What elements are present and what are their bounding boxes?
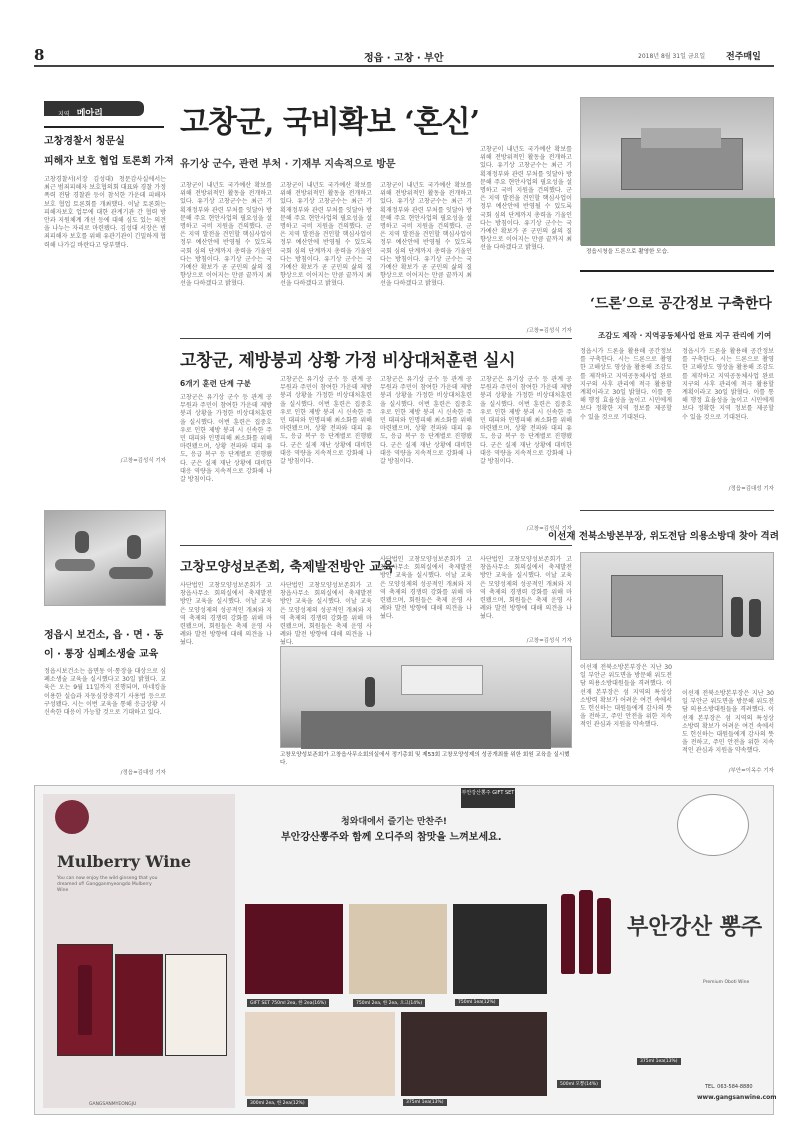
city-hall-aerial-photo	[580, 97, 774, 245]
ad-gift-set-tag2	[353, 999, 425, 1007]
drill-body-col4: 고창군은 유기상 군수 등 관계 공무원과 주민이 참여한 가운데 제방붕괴 상황을 가정한 비상대처훈련을 실시했다. 이번 훈련은 집중호우로 인한 제방 붕괴 시 신속한 주민 대피와 인명피해 최소화를 위해 마련됐으며, 상황 전파와 대피 유도, 응급 복구 등 단계별로 진행됐다. 군은 실제 재난 상황에 대비한 대응 역량을 지속적으로 강화해 나갈 방침이다.	[480, 376, 572, 466]
fire-headline: 이선재 전북소방본부장, 위도전담 의용소방대 찾아 격려	[548, 531, 779, 542]
ad-product-2	[349, 904, 447, 994]
festival-meeting-photo	[280, 646, 572, 748]
ad-tagline: You can now enjoy the wild ginseng that you dreamed of! Gangganmyeongdo Mulberry Wine	[57, 876, 158, 893]
drill-body-col1: 고창군은 유기상 군수 등 관계 공무원과 주민이 참여한 가운데 제방붕괴 상황을 가정한 비상대처훈련을 실시했다. 이번 훈련은 집중호우로 인한 제방 붕괴 시 신속한 주민 대피와 인명피해 최소화를 위해 마련됐으며, 상황 전파와 대피 유도, 응급 복구 등 단계별로 진행됐다. 군은 실제 재난 상황에 대비한 대응 역량을 지속적으로 강화해 나갈 방침이다.	[180, 394, 272, 484]
section-title: 정읍 · 고창 · 부안	[364, 53, 444, 64]
fire-top-rule	[580, 510, 774, 511]
ad-set-detail: 300ml 2ea, 한 2ea(12%)	[250, 1101, 305, 1106]
page-number: 8	[34, 46, 45, 64]
ad-set-detail: 750ml 1ea(12%)	[458, 1000, 496, 1005]
ad-banner: 청와대에서 즐기는 만찬주!	[341, 817, 448, 827]
ad-left-gift-box3	[165, 954, 227, 1056]
drone-subheadline: 조감도 제작 · 지역공동체사업 완료 지구 관리에 기여	[598, 331, 772, 340]
drill-byline: /고창=김성식 기자	[526, 526, 572, 532]
drone-headline: ‘드론’으로 공간정보 구축한다	[590, 296, 772, 312]
ad-logo-script: 부안강산 뽕주	[627, 914, 763, 940]
ad-left-panel	[43, 794, 235, 1108]
fire-body-col2: 이선재 전북소방본부장은 지난 30일 부안군 위도면을 방문해 위도전담 의용소방대원들을 격려했다. 이선재 본부장은 섬 지역의 특성상 소방력 확보가 어려운 여건 속에서도 헌신하는 대원들에게 감사의 뜻을 전하고, 주민 안전을 위한 지속적인 관심과 지원을 약속했다.	[682, 690, 774, 755]
sidebar-article1-subtitle: 피해자 보호 협업 토론회 가져	[44, 156, 174, 167]
ad-right-panel	[557, 794, 777, 1108]
ad-gift-set-label: GIFT SET	[250, 1001, 270, 1006]
sidebar-article1-body: 고창경찰서(서장 김성대) 청문감사실에서는 최근 범죄피해자 보호협의회 대표와 경찰 가정폭력 전담 경찰관 등이 참석한 가운데 피해자 보호 협업 토론회를 개최했다. 이날 토론회는 피해자보호 업무에 대한 관계기관 간 협력 방안과 지원체계 개선 등에 대해 심도 있는 의견을 나누는 자리로 마련됐다. 김성대 서장은 범죄피해자 보호를 위해 유관기관이 긴밀하게 협력해 나가길 바란다고 당부했다.	[44, 176, 166, 249]
festival-body-col4: 사단법인 고창모양성보존회가 고창읍사무소 회의실에서 축제발전방안 교육을 실시했다. 이날 교육은 모양성제의 성공적인 개최와 지역 축제의 경쟁력 강화를 위해 마련됐으며, 회원들은 축제 운영 사례와 발전 방향에 대해 의견을 나눴다.	[480, 556, 572, 621]
main-body-col4: 고창군이 내년도 국가예산 확보를 위해 전방위적인 활동을 전개하고 있다. 유기상 고창군수는 최근 기획재정부와 관련 부처를 잇달아 방문해 주요 현안사업의 필요성을 설명하고 국비 지원을 건의했다. 군은 지역 발전을 견인할 핵심사업이 정부 예산안에 반영될 수 있도록 국회 심의 단계까지 총력을 기울인다는 방침이다. 유기상 군수는 국가예산 확보가 곧 군민의 삶의 질 향상으로 이어지는 만큼 끝까지 최선을 다하겠다고 밝혔다.	[480, 146, 572, 252]
main-body-col1: 고창군이 내년도 국가예산 확보를 위해 전방위적인 활동을 전개하고 있다. 유기상 고창군수는 최근 기획재정부와 관련 부처를 잇달아 방문해 주요 현안사업의 필요성을 설명하고 국비 지원을 건의했다. 군은 지역 발전을 견인할 핵심사업이 정부 예산안에 반영될 수 있도록 국회 심의 단계까지 총력을 기울인다는 방침이다. 유기상 군수는 국가예산 확보가 곧 군민의 삶의 질 향상으로 이어지는 만큼 끝까지 최선을 다하겠다고 밝혔다.	[180, 182, 272, 288]
ad-mascot	[677, 794, 749, 856]
aerial-photo-caption: 정읍시청을 드론으로 촬영한 모습.	[586, 249, 669, 255]
sidebar-article2-subtitle: 이 · 통장 심폐소생술 교육	[44, 649, 159, 660]
fire-body-col1: 이선재 전북소방본부장은 지난 30일 부안군 위도면을 방문해 위도전담 의용소방대원들을 격려했다. 이선재 본부장은 섬 지역의 특성상 소방력 확보가 어려운 여건 속에서도 헌신하는 대원들에게 감사의 뜻을 전하고, 주민 안전을 위한 지속적인 관심과 지원을 약속했다.	[580, 664, 672, 729]
ad-premium-label: Premium Oboti Wine	[703, 980, 750, 985]
mulberry-wine-ad	[34, 785, 777, 1115]
ad-set-detail: 500ml 모뽕(14%)	[560, 1082, 598, 1087]
ad-company: GANGSANMYEONGJU	[89, 1102, 137, 1107]
fire-brigade-photo	[580, 552, 774, 660]
fire-byline: /부안=이옥수 기자	[728, 768, 774, 774]
ad-product-4	[245, 1012, 395, 1096]
sidebar-article1-byline: /고창=김성식 기자	[120, 458, 166, 464]
drone-byline: /정읍=김대성 기자	[728, 486, 774, 492]
festival-headline: 고창모양성보존회, 축제발전방안 교육	[180, 560, 395, 575]
page-header	[34, 46, 774, 64]
sidebar-article2-body: 정읍시보건소는 읍면동 이·통장을 대상으로 심폐소생술 교육을 실시했다고 30일 밝혔다. 교육은 오는 9월 11일까지 진행되며, 마네킹을 이용한 실습과 자동심장충격기 사용법 등으로 구성됐다. 시는 이번 교육을 통해 응급상황 시 신속한 대응이 가능할 것으로 기대하고 있다.	[44, 668, 166, 717]
festival-photo-caption: 고창모양성보존회가 고창읍사무소회의실에서 정기총회 및 제53회 고창모양성제의 성공개최를 위한 회원 교육을 실시했다.	[280, 752, 570, 766]
ad-product-3	[453, 904, 547, 994]
ad-bottle-3	[597, 898, 611, 974]
ad-gift-set-tag1	[247, 999, 329, 1007]
header-divider	[34, 65, 774, 67]
main-subheadline: 유기상 군수, 관련 부처 · 기재부 지속적으로 방문	[180, 159, 396, 170]
sidebar-article1-title: 고창경찰서 청문실	[44, 136, 125, 147]
drone-body-col1: 정읍시가 드론을 활용해 공간정보를 구축한다. 시는 드론으로 촬영한 고해상도 영상을 활용해 조감도를 제작하고 지역공동체사업 완료 지구의 사후 관리에 적극 활용할 계획이라고 30일 밝혔다. 이를 통해 행정 효율성을 높이고 시민에게 보다 정확한 지역 정보를 제공할 수 있을 것으로 기대된다.	[580, 348, 672, 421]
drone-title-rule	[580, 270, 774, 272]
ad-product-1	[245, 904, 343, 994]
ad-website: www.gangsanwine.com	[697, 1094, 777, 1101]
ad-set-detail: 375ml 1ea(13%)	[406, 1100, 444, 1105]
festival-top-rule	[180, 545, 572, 546]
ad-bottle-2	[579, 890, 593, 974]
main-headline: 고창군, 국비확보 ‘혼신’	[180, 105, 480, 140]
drill-body-col3: 고창군은 유기상 군수 등 관계 공무원과 주민이 참여한 가운데 제방붕괴 상황을 가정한 비상대처훈련을 실시했다. 이번 훈련은 집중호우로 인한 제방 붕괴 시 신속한 주민 대피와 인명피해 최소화를 위해 마련됐으며, 상황 전파와 대피 유도, 응급 복구 등 단계별로 진행됐다. 군은 실제 재난 상황에 대비한 대응 역량을 지속적으로 강화해 나갈 방침이다.	[380, 376, 472, 466]
drill-headline: 고창군, 제방붕괴 상황 가정 비상대처훈련 실시	[180, 351, 516, 371]
ad-gift-set-tag7	[637, 1058, 681, 1065]
ad-bottle-1	[561, 894, 575, 974]
ad-gift-set-tag4	[247, 1099, 308, 1107]
drill-body-col2: 고창군은 유기상 군수 등 관계 공무원과 주민이 참여한 가운데 제방붕괴 상황을 가정한 비상대처훈련을 실시했다. 이번 훈련은 집중호우로 인한 제방 붕괴 시 신속한 주민 대피와 인명피해 최소화를 위해 마련됐으며, 상황 전파와 대피 유도, 응급 복구 등 단계별로 진행됐다. 군은 실제 재난 상황에 대비한 대응 역량을 지속적으로 강화해 나갈 방침이다.	[280, 376, 372, 466]
ad-left-gift-box1	[57, 944, 113, 1056]
column-badge	[44, 101, 144, 119]
column-badge-prefix: 지역	[58, 111, 70, 118]
ad-gift-set-tag6	[557, 1080, 601, 1088]
main-body-col2: 고창군이 내년도 국가예산 확보를 위해 전방위적인 활동을 전개하고 있다. 유기상 고창군수는 최근 기획재정부와 관련 부처를 잇달아 방문해 주요 현안사업의 필요성을 설명하고 국비 지원을 건의했다. 군은 지역 발전을 견인할 핵심사업이 정부 예산안에 반영될 수 있도록 국회 심의 단계까지 총력을 기울인다는 방침이다. 유기상 군수는 국가예산 확보가 곧 군민의 삶의 질 향상으로 이어지는 만큼 끝까지 최선을 다하겠다고 밝혔다.	[280, 182, 372, 288]
main-body-col3: 고창군이 내년도 국가예산 확보를 위해 전방위적인 활동을 전개하고 있다. 유기상 고창군수는 최근 기획재정부와 관련 부처를 잇달아 방문해 주요 현안사업의 필요성을 설명하고 국비 지원을 건의했다. 군은 지역 발전을 견인할 핵심사업이 정부 예산안에 반영될 수 있도록 국회 심의 단계까지 총력을 기울인다는 방침이다. 유기상 군수는 국가예산 확보가 곧 군민의 삶의 질 향상으로 이어지는 만큼 끝까지 최선을 다하겠다고 밝혔다.	[380, 182, 472, 288]
sidebar-article2-title: 정읍시 보건소, 읍 · 면 · 동	[44, 630, 164, 641]
ad-set-detail: 750ml 2ea, 한 2ea, 오크(14%)	[356, 1001, 423, 1006]
ad-set-detail: 750ml 2ea, 한 2ea(16%)	[271, 1001, 326, 1006]
ad-gift-set-tag3	[455, 999, 499, 1006]
column-badge-title: 메아리	[76, 109, 103, 119]
main-byline: /고창=김성식 기자	[526, 328, 572, 334]
festival-body-col1: 사단법인 고창모양성보존회가 고창읍사무소 회의실에서 축제발전방안 교육을 실시했다. 이날 교육은 모양성제의 성공적인 개최와 지역 축제의 경쟁력 강화를 위해 마련됐으며, 회원들은 축제 운영 사례와 발전 방향에 대해 의견을 나눴다.	[180, 582, 272, 647]
issue-date: 2018년 8월 31일 금요일	[638, 53, 706, 60]
sidebar-title-rule	[44, 126, 164, 128]
sidebar-article2-byline: /정읍=김대성 기자	[120, 770, 166, 776]
ad-tel: TEL. 063-584-8880	[705, 1084, 753, 1090]
drone-body-col2: 정읍시가 드론을 활용해 공간정보를 구축한다. 시는 드론으로 촬영한 고해상도 영상을 활용해 조감도를 제작하고 지역공동체사업 완료 지구의 사후 관리에 적극 활용할 계획이라고 30일 밝혔다. 이를 통해 행정 효율성을 높이고 시민에게 보다 정확한 지역 정보를 제공할 수 있을 것으로 기대된다.	[682, 348, 774, 421]
drill-top-rule	[180, 338, 572, 339]
festival-byline: /고창=김성식 기자	[526, 638, 572, 644]
ad-gift-badge-text: 부안강산뽕주 GIFT SET	[461, 790, 515, 796]
ad-headline: 부안강산뽕주와 함께 오디주의 참맛을 느껴보세요.	[281, 832, 502, 843]
drill-subheadline: 6개기 훈련 단계 구분	[180, 379, 252, 388]
cpr-training-photo	[44, 510, 166, 606]
paper-name: 전주매일	[726, 52, 761, 62]
festival-body-col3: 사단법인 고창모양성보존회가 고창읍사무소 회의실에서 축제발전방안 교육을 실시했다. 이날 교육은 모양성제의 성공적인 개최와 지역 축제의 경쟁력 강화를 위해 마련됐으며, 회원들은 축제 운영 사례와 발전 방향에 대해 의견을 나눴다.	[380, 556, 472, 621]
ad-gift-set-tag5	[403, 1099, 447, 1106]
ad-gift-badge	[461, 788, 515, 808]
ad-brand-title: Mulberry Wine	[57, 852, 192, 871]
ad-brand-logo	[55, 800, 89, 834]
festival-body-col2: 사단법인 고창모양성보존회가 고창읍사무소 회의실에서 축제발전방안 교육을 실시했다. 이날 교육은 모양성제의 성공적인 개최와 지역 축제의 경쟁력 강화를 위해 마련됐으며, 회원들은 축제 운영 사례와 발전 방향에 대해 의견을 나눴다.	[280, 582, 372, 647]
ad-set-detail: 375ml 1ea(13%)	[640, 1059, 678, 1064]
ad-left-gift-box2	[115, 954, 163, 1056]
ad-product-5	[401, 1012, 547, 1096]
